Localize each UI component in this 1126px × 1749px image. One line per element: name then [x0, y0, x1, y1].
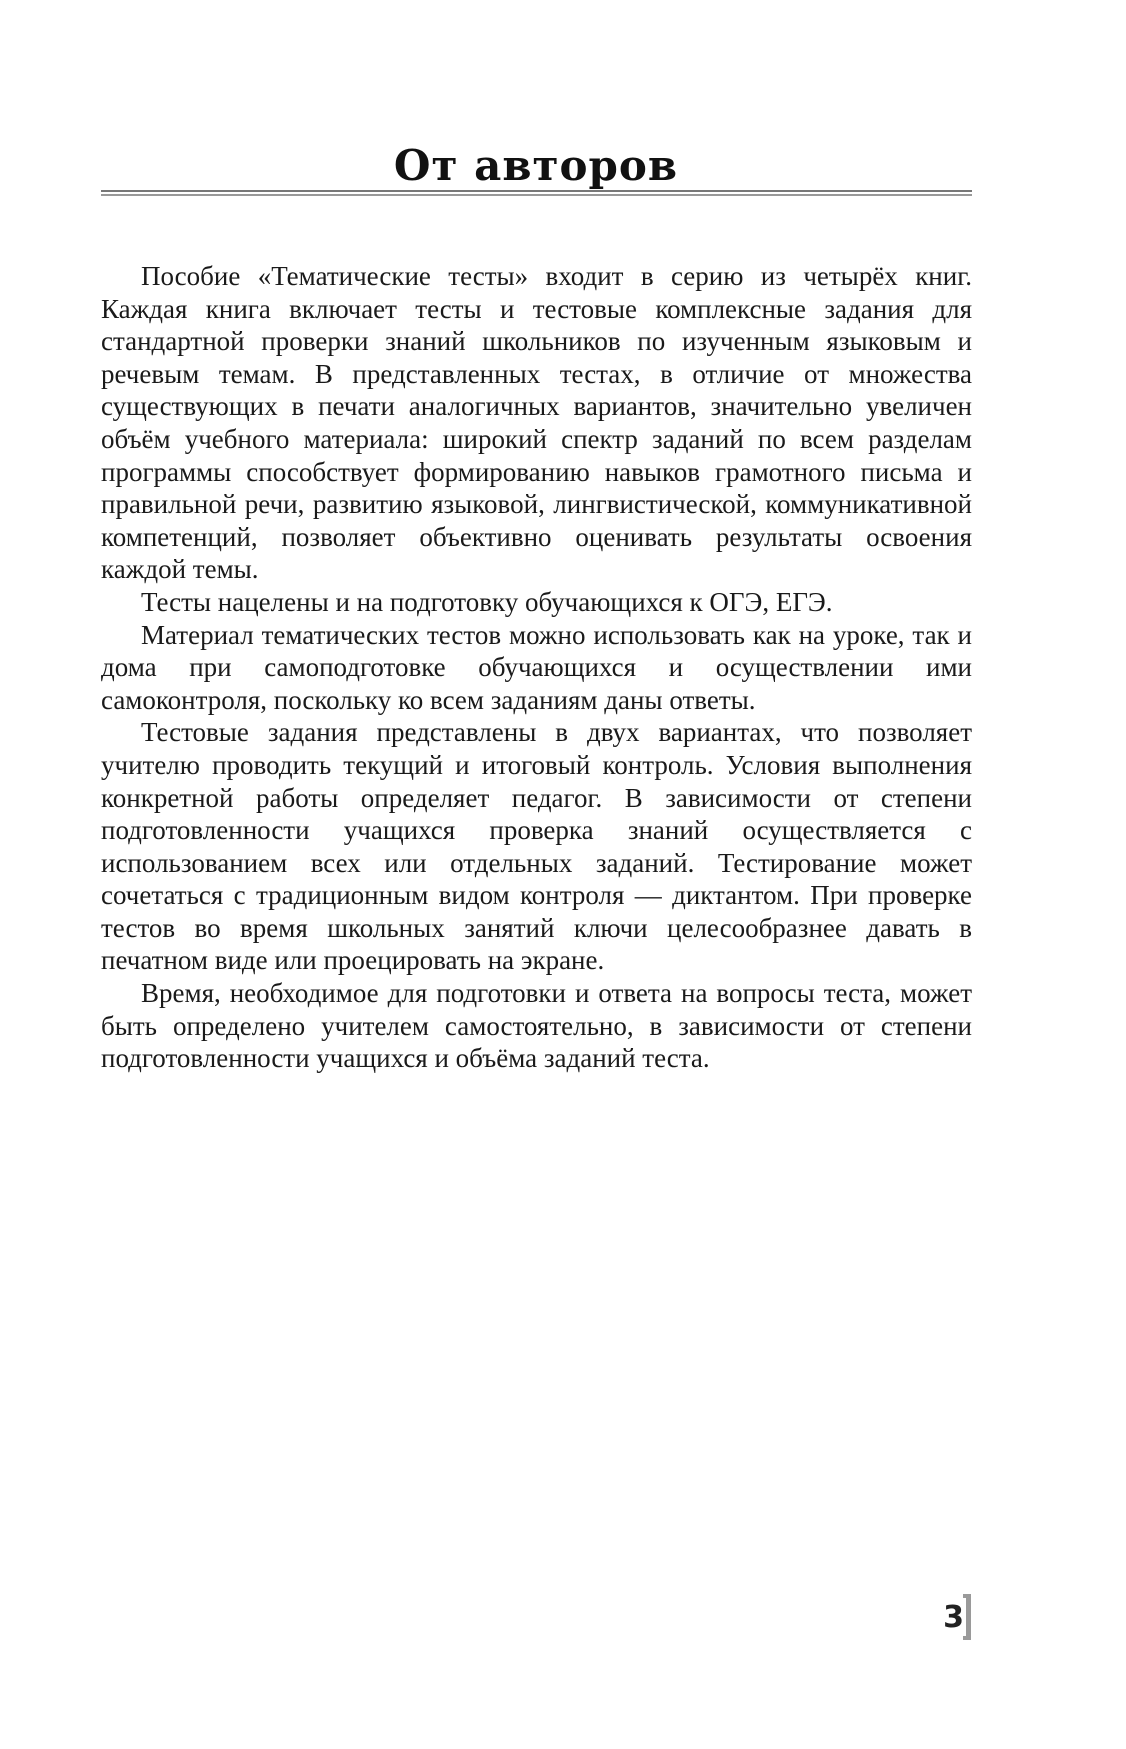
- page-number: 3: [943, 1600, 964, 1635]
- title-rule: [101, 190, 972, 198]
- paragraph: Материал тематических тестов можно использовать как на уроке, так и дома при самоподготовке обучающихся и осуществлении ими самоконтроля, поскольку ко всем заданиям даны ответы.: [101, 619, 972, 715]
- page-title: От авторов: [393, 141, 679, 190]
- rule-line: [101, 190, 972, 192]
- paragraph: Тестовые задания представлены в двух вариантах, что позволяет учителю проводить текущий и итоговый контроль. Условия выполнения конкретной работы определяет педагог. В зависимости от степени подготовленности учащихся проверка знаний осуществляется с использованием всех или отдельных заданий. Тестирование может сочетаться с традиционным видом контроля — диктантом. При проверке тестов во время школьных занятий ключи целесообразнее давать в печатном виде или проецировать на экране.: [101, 717, 972, 976]
- body-text: [101, 260, 972, 1075]
- paragraph: Время, необходимое для подготовки и ответа на вопросы теста, может быть определено учителем самостоятельно, в зависимости от степени подготовленности учащихся и объёма заданий теста.: [101, 978, 972, 1074]
- rule-line: [101, 194, 972, 196]
- page-number-bracket: [963, 1594, 971, 1640]
- paragraph: Пособие «Тематические тесты» входит в серию из четырёх книг. Каждая книга включает тесты и тестовые комплексные задания для стандартной проверки знаний школьников по изученным языковым и речевым темам. В представленных тестах, в отличие от множества существующих в печати аналогичных вариантов, значительно увеличен объём учебного материала: широкий спектр заданий по всем разделам программы способствует формированию навыков грамотного письма и правильной речи, развитию языковой, лингвистической, коммуникативной компетенций, позволяет объективно оценивать результаты освоения каждой темы.: [101, 261, 972, 585]
- paragraph: Тесты нацелены и на подготовку обучающихся к ОГЭ, ЕГЭ.: [141, 586, 833, 617]
